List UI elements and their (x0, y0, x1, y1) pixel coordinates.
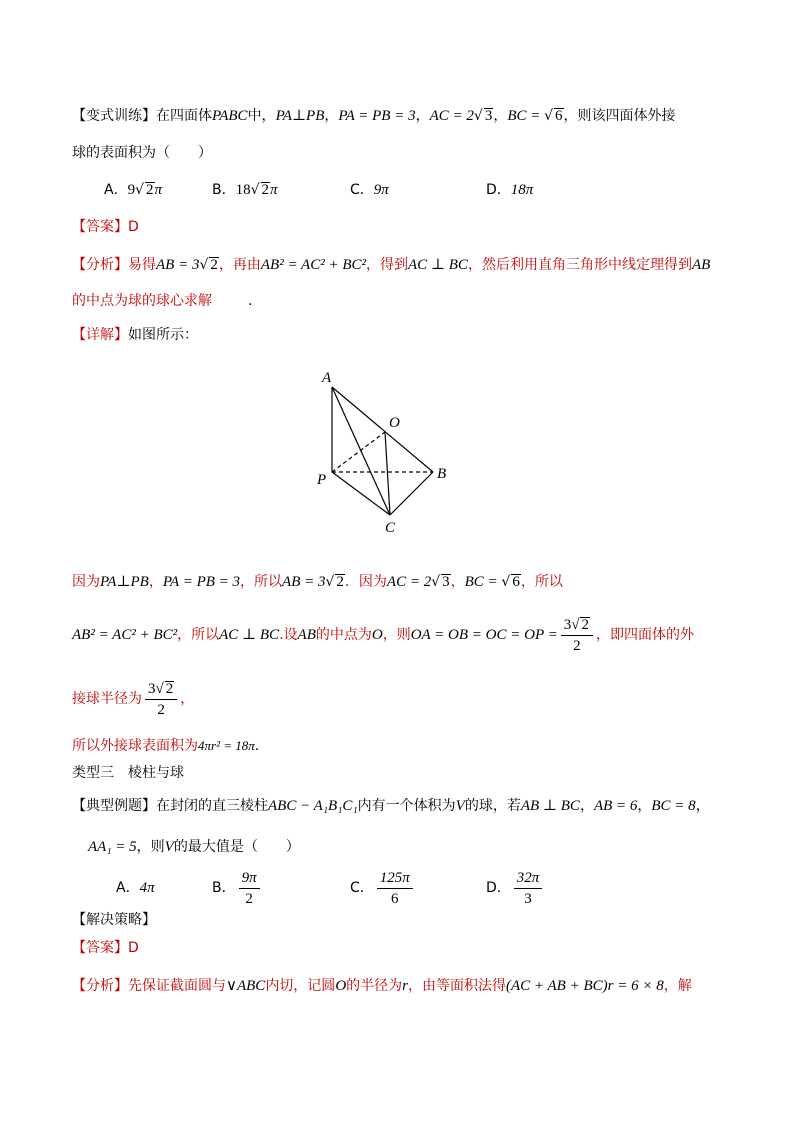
sol-l3-a: 接球半径为 (72, 691, 142, 707)
sol-l1-a: 因为 (72, 574, 100, 590)
analysis-1-line2 (72, 291, 252, 311)
q2-option-a-value: 4π (139, 880, 155, 896)
sol-l1-g: ．因为 (344, 574, 387, 590)
frac2-den: 2 (157, 701, 165, 718)
q2-option-b[interactable] (212, 866, 263, 910)
q2-stem-line2 (88, 837, 300, 857)
answer-1-value: D (128, 219, 139, 235)
q2-v2: V (164, 839, 174, 855)
q1-ac-eq: AC = 2 (429, 108, 474, 124)
analysis-1-t3: ，得到 (366, 257, 408, 273)
solution-line1: 因为PA⊥PB，PA = PB = 3，所以AB = 3√ 2．因为AC = 2√ 3，BC = √ 6，所以 (72, 574, 563, 590)
answer-1-tag: 【答案】 (72, 219, 128, 235)
analysis-2-t2: 内切，记圆 (265, 978, 336, 994)
q1-bc-rad: 6 (555, 108, 563, 124)
sol-l2-b: ，所以 (177, 627, 220, 643)
option-b-rad: 2 (261, 182, 270, 198)
q2-option-a[interactable] (116, 878, 155, 898)
q2-option-d-den: 3 (524, 890, 532, 907)
analysis-2-eq: (AC + AB + BC)r = 6 × 8 (506, 978, 664, 994)
analysis-2-tri: ∨ABC (226, 978, 266, 994)
q1-bc-eq: BC = (507, 108, 545, 124)
q1-ac-rad: 3 (484, 108, 493, 124)
analysis-2-o: O (335, 978, 347, 994)
solution-line4 (72, 736, 259, 756)
option-b-label: B． (212, 182, 236, 198)
option-c-label: C． (350, 182, 374, 198)
sol-l1-i: ， (450, 574, 465, 590)
analysis-1-rad: 2 (210, 257, 218, 273)
q2-tag: 【典型例题】 (72, 798, 156, 814)
q2-option-d[interactable] (486, 866, 545, 910)
analysis-1-line2-text: 的中点为球的球心求解 (72, 293, 212, 309)
q1-option-c[interactable] (350, 180, 389, 200)
q1-option-a[interactable]: A．9√ 2π (104, 182, 163, 198)
answer-2 (72, 938, 139, 958)
analysis-1-perp: AC ⊥ BC (408, 257, 468, 273)
analysis-1-line1: 【分析】易得AB = 3√ 2，再由AB² = AC² + BC²，得到AC ⊥ BC，然后利用直角三角形中线定理得到AB (72, 257, 711, 273)
q1-sep3: ， (493, 108, 508, 124)
sol-l1-rad3: 3 (442, 574, 450, 590)
q2-option-a-label: A． (116, 880, 140, 896)
q2-option-d-frac (514, 868, 543, 909)
analysis-2-tag: 【分析】 (72, 978, 128, 994)
q2-option-b-frac (239, 868, 260, 909)
answer-1 (72, 217, 139, 237)
option-b-pi: π (270, 182, 278, 198)
tetrahedron-figure (300, 362, 460, 540)
q2-t4: ，则 (136, 839, 165, 855)
q2-aa1: AA₁ = 5 (88, 839, 137, 855)
q2-t2: 内有一个体积为 (357, 798, 456, 814)
q2-sep1: ， (579, 798, 594, 814)
q2-prism: ABC − A₁B₁C₁ (268, 798, 358, 814)
detail-line (72, 325, 198, 345)
q1-sep1: ， (324, 108, 339, 124)
edge-po-dashed (332, 432, 385, 472)
radius-fraction: $\frac{3√ 2}{2}$ (561, 615, 593, 656)
q1-pa-perp-pb: PA⊥PB (275, 108, 325, 124)
analysis-2-t3: 的半径为 (346, 978, 403, 994)
q2-option-c-label: C． (350, 880, 374, 896)
analysis-1-tag: 【分析】 (72, 257, 128, 273)
option-d-value: 18π (510, 182, 534, 198)
q2-t3: 的球，若 (464, 798, 521, 814)
q2-option-c-den: 6 (391, 890, 399, 907)
option-c-value: 9π (373, 182, 389, 198)
q2-option-c[interactable] (350, 866, 416, 910)
frac-den: 2 (573, 637, 581, 654)
analysis-2-line1 (72, 976, 692, 996)
q2-option-d-num: 32π (514, 868, 543, 889)
sol-l1-j: BC = (464, 574, 502, 590)
option-a-coef: 9 (127, 182, 136, 198)
sol-l2-f: 的中点为 (315, 627, 372, 643)
sol-l2-h: ，则 (382, 627, 411, 643)
q2-option-b-den: 2 (245, 890, 253, 907)
answer-2-tag: 【答案】 (72, 940, 128, 956)
sol-l1-c: ， (148, 574, 163, 590)
option-a-label: A． (104, 182, 128, 198)
sol-l1-rad2: 2 (336, 574, 344, 590)
q1-option-d[interactable] (486, 180, 533, 200)
q1-text-b: 中， (247, 108, 276, 124)
sol-l1-e: ，所以 (240, 574, 283, 590)
frac-num: 3 (563, 616, 572, 633)
sol-l2-d: .设 (279, 627, 298, 643)
edge-ab (332, 387, 433, 472)
sol-l2-e: AB (297, 627, 316, 643)
answer-2-value: D (128, 940, 139, 956)
sol-l2-j: ，即四面体的外 (595, 627, 694, 643)
analysis-1-t2: ，再由 (218, 257, 261, 273)
sol-l3-b: ， (180, 691, 195, 707)
analysis-1-ab-eq: AB = 3 (156, 257, 200, 273)
q2-bc: BC = 8 (651, 798, 696, 814)
edge-cb (390, 472, 433, 515)
q2-option-c-num: 125π (377, 868, 413, 889)
detail-tag: 【详解】 (72, 327, 128, 343)
analysis-1-eq: AB² = AC² + BC² (260, 257, 366, 273)
q1-sep2: ， (415, 108, 430, 124)
analysis-1-ab: AB (691, 257, 711, 273)
frac2-num: 3 (148, 680, 156, 697)
strategy-tag: 【解决策略】 (72, 912, 156, 928)
option-a-pi: π (154, 182, 163, 198)
q2-option-b-label: B． (212, 880, 236, 896)
analysis-2-r: r (402, 978, 408, 994)
analysis-2-t5: ，解 (663, 978, 692, 994)
sol-l1-k: ，所以 (520, 574, 563, 590)
sol-l1-b: PA⊥PB (100, 574, 149, 590)
q1-text-c: ，则该四面体外接 (563, 108, 676, 124)
section-title-type3: 类型三 棱柱与球 (72, 765, 184, 781)
sol-l4-b: 4πr² = 18π (198, 738, 255, 753)
analysis-2-t1: 先保证截面圆与 (128, 978, 226, 994)
sol-l2-c: AC ⊥ BC (219, 627, 280, 643)
edge-co (385, 432, 390, 515)
q1-stem-line1: 【变式训练】在四面体PABC中，PA⊥PB，PA = PB = 3，AC = 2√ 3，BC = √ 6，则该四面体外接 (72, 108, 676, 124)
sol-l2-a: AB² = AC² + BC² (72, 627, 178, 643)
edge-ac (332, 387, 390, 515)
sol-l2-g: O (371, 627, 383, 643)
analysis-1-dot: . (248, 293, 253, 309)
sol-l1-h: AC = 2 (386, 574, 432, 590)
solution-line3 (72, 676, 194, 722)
q1-tetra: PABC (212, 108, 248, 124)
frac-rad: 2 (581, 616, 589, 633)
label-c: C (385, 520, 396, 536)
q2-option-c-frac (377, 868, 413, 909)
q2-end: ， (695, 798, 710, 814)
frac2-rad: 2 (165, 680, 174, 697)
q2-option-b-num: 9π (239, 868, 260, 889)
sol-l1-d: PA = PB = 3 (162, 574, 241, 590)
solution-line2 (72, 612, 694, 658)
q2-perp: AB ⊥ BC (520, 798, 580, 814)
q2-t5: 的最大值是（ ） (173, 839, 300, 855)
q1-option-b[interactable]: B．18√ 2π (212, 182, 278, 198)
analysis-1-t1: 易得 (128, 257, 156, 273)
option-d-label: D． (486, 182, 511, 198)
q1-tag: 【变式训练】 (72, 108, 156, 124)
q2-t1: 在封闭的直三棱柱 (156, 798, 268, 814)
sol-l2-i: OA = OB = OC = OP = (410, 627, 558, 643)
option-b-coef: 18 (235, 182, 251, 198)
q1-pa-pb-eq: PA = PB = 3 (338, 108, 416, 124)
q2-ab: AB = 6 (593, 798, 638, 814)
analysis-1-t4: ，然后利用直角三角形中线定理得到 (467, 257, 692, 273)
q1-stem-line2: 球的表面积为（ ） (72, 145, 212, 161)
q1-text-a: 在四面体 (156, 108, 212, 124)
label-o: O (389, 415, 400, 431)
label-p: P (317, 472, 327, 488)
q2-sep2: ， (637, 798, 652, 814)
option-a-rad: 2 (146, 182, 154, 198)
sol-l1-f: AB = 3 (282, 574, 326, 590)
label-a: A (322, 370, 332, 386)
sol-l4-c: . (254, 738, 260, 754)
analysis-2-t4: ，由等面积法得 (408, 978, 506, 994)
q2-stem-line1 (72, 796, 710, 816)
q2-option-d-label: D． (486, 880, 511, 896)
detail-text: 如图所示： (128, 327, 198, 343)
label-b: B (437, 466, 447, 482)
sol-l1-rad6: 6 (512, 574, 520, 590)
sol-l4-a: 所以外接球表面积为 (72, 738, 198, 754)
radius-fraction-2: $\frac{3√ 2}{2}$ (145, 679, 177, 720)
edge-pc (332, 472, 390, 515)
q2-v: V (455, 798, 465, 814)
